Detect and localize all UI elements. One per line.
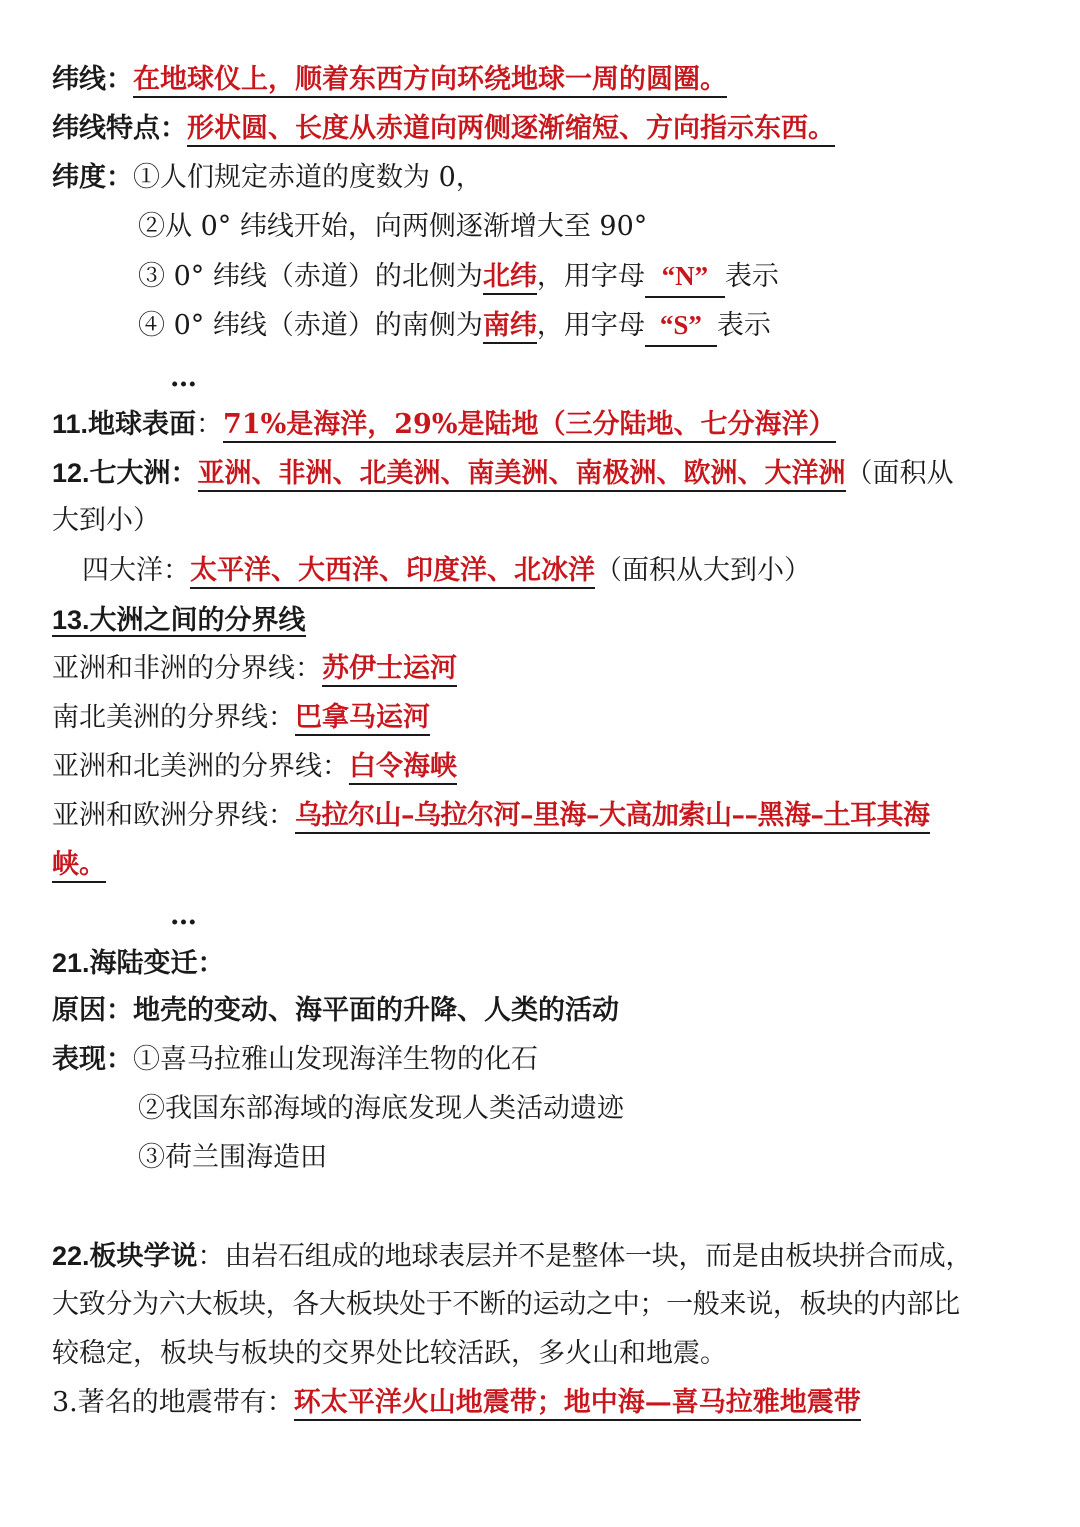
boundary-row-3 [52, 747, 457, 787]
boundary-row-1 [52, 649, 457, 689]
weidu-item-3-post: 表示 [724, 261, 779, 292]
weidu-item-2: ②从 0° 纬线开始，向两侧逐渐增大至 90° [138, 211, 648, 242]
weixian-definition: 在地球仪上，顺着东西方向环绕地球一周的圆圈。 [133, 64, 727, 98]
boundary-row-4-cont [52, 845, 106, 885]
south-latitude-answer: 南纬 [483, 310, 537, 344]
section-22-text-2: 大致分为六大板块，各大板块处于不断的运动之中；一般来说，板块的内部比 [52, 1289, 960, 1320]
section-11-label: 11.地球表面 [52, 409, 197, 439]
show-line-2 [138, 1089, 624, 1129]
boundary-row-4 [52, 796, 930, 836]
section-13-title-line [52, 600, 306, 640]
section-11-colon: ： [196, 409, 224, 440]
cause-text: 地壳的变动、海平面的升降、人类的活动 [133, 995, 619, 1026]
ellipsis-2: … [170, 900, 199, 931]
south-letter-answer: “S” [645, 305, 717, 347]
continents-answer: 亚洲、非洲、北美洲、南美洲、南极洲、欧洲、大洋洲 [198, 458, 846, 492]
north-latitude-answer: 北纬 [483, 261, 537, 295]
boundary-row-2-value: 巴拿马运河 [295, 702, 430, 736]
earthquake-belt-answer: 环太平洋火山地震带；地中海—喜马拉雅地震带 [294, 1387, 861, 1421]
weixian-features-label: 纬线特点： [52, 113, 187, 144]
weidu-item-1: ①人们规定赤道的度数为 0， [133, 162, 483, 193]
weidu-item-3-pre: ③ 0° 纬线（赤道）的北侧为 [138, 261, 483, 292]
weixian-label: 纬线： [52, 64, 133, 95]
section-11-answer: 71%是海洋，29%是陆地（三分陆地、七分海洋） [223, 409, 835, 443]
section-22-text-1: 由岩石组成的地球表层并不是整体一块，而是由板块拼合而成， [224, 1241, 973, 1272]
north-letter-answer: “N” [645, 256, 725, 298]
section-22-line-3 [52, 1334, 727, 1374]
section-22-line-2 [52, 1285, 960, 1325]
section-12-label: 12.七大洲： [52, 458, 198, 488]
section-21-title-line [52, 943, 225, 983]
show-label: 表现： [52, 1044, 133, 1075]
earthquake-belt-line [52, 1383, 861, 1423]
weidu-line-3 [138, 256, 779, 296]
section-22-title: 22.板块学说 [52, 1241, 198, 1271]
section-11-line [52, 404, 836, 444]
weidu-item-4-pre: ④ 0° 纬线（赤道）的南侧为 [138, 310, 483, 341]
weidu-line-2 [138, 207, 647, 247]
boundary-row-1-value: 苏伊士运河 [322, 653, 457, 687]
earthquake-belt-label: 3.著名的地震带有： [52, 1387, 294, 1418]
weixian-features-line [52, 109, 835, 149]
show-line-3 [138, 1138, 327, 1178]
continents-note-b: 大到小） [52, 505, 160, 536]
weixian-features-text: 形状圆、长度从赤道向两侧逐渐缩短、方向指示东西。 [187, 113, 835, 147]
show-item-2: ②我国东部海域的海底发现人类活动遗迹 [138, 1093, 624, 1124]
section-12-line [52, 453, 954, 493]
section-13-title: 13.大洲之间的分界线 [52, 605, 306, 635]
weidu-label: 纬度： [52, 162, 133, 193]
weidu-line-4 [138, 305, 771, 345]
boundary-row-2-label: 南北美洲的分界线： [52, 702, 295, 733]
oceans-label: 四大洋： [82, 555, 190, 586]
section-22-line-1 [52, 1236, 972, 1276]
boundary-row-1-label: 亚洲和非洲的分界线： [52, 653, 322, 684]
cause-label: 原因： [52, 995, 133, 1026]
section-12-line-2 [52, 501, 160, 541]
section-22-colon: ： [197, 1241, 225, 1272]
boundary-row-3-value: 白令海峡 [349, 751, 457, 785]
boundary-row-4-value-end: 峡。 [52, 849, 106, 883]
weidu-line-1 [52, 158, 483, 198]
weidu-item-4-mid: ，用字母 [536, 310, 645, 341]
section-22-text-3: 较稳定，板块与板块的交界处比较活跃，多火山和地震。 [52, 1338, 727, 1369]
boundary-row-2 [52, 698, 430, 738]
oceans-note: （面积从大到小） [595, 555, 811, 586]
show-item-1: ①喜马拉雅山发现海洋生物的化石 [133, 1044, 538, 1075]
ellipsis-1: … [170, 362, 199, 393]
show-line-1 [52, 1040, 538, 1080]
oceans-line [82, 551, 811, 591]
show-item-3: ③荷兰围海造田 [138, 1142, 327, 1173]
cause-line [52, 991, 619, 1031]
continents-note-a: （面积从 [845, 458, 954, 489]
section-21-title: 21.海陆变迁： [52, 948, 225, 978]
weidu-item-4-post: 表示 [716, 310, 771, 341]
weixian-line [52, 60, 727, 100]
oceans-answer: 太平洋、大西洋、印度洋、北冰洋 [190, 555, 595, 589]
weidu-item-3-mid: ，用字母 [536, 261, 645, 292]
boundary-row-4-value: 乌拉尔山–乌拉尔河–里海–大高加索山––黑海–土耳其海 [295, 800, 930, 834]
boundary-row-4-label: 亚洲和欧洲分界线： [52, 800, 295, 831]
boundary-row-3-label: 亚洲和北美洲的分界线： [52, 751, 349, 782]
